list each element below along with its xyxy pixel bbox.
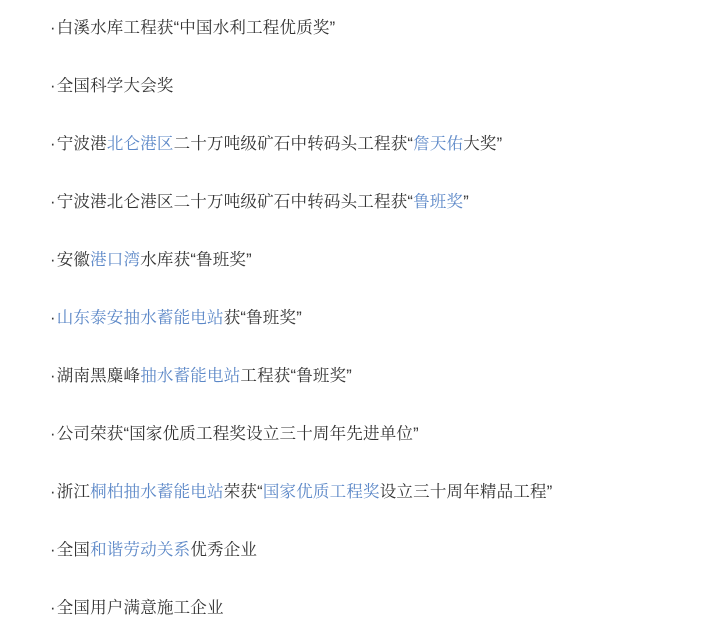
list-item — [0, 174, 705, 232]
inline-link[interactable]: 港口湾 — [90, 251, 141, 270]
bullet-marker: · — [50, 77, 56, 96]
inline-link[interactable]: 和谐劳动关系 — [90, 541, 191, 560]
list-item — [0, 406, 705, 464]
bullet-marker: · — [50, 251, 56, 270]
text-segment: 设立三十周年精品工程” — [379, 483, 553, 502]
bullet-marker: · — [50, 425, 56, 444]
list-item — [0, 58, 705, 116]
inline-link[interactable]: 詹天佑 — [413, 135, 464, 154]
bullet-marker: · — [50, 135, 56, 154]
inline-link[interactable]: 北仑港区 — [106, 135, 174, 154]
list-item — [0, 290, 705, 348]
bullet-marker: · — [50, 309, 56, 328]
bullet-marker: · — [50, 599, 56, 618]
text-segment: 安徽 — [56, 251, 91, 270]
bullet-marker: · — [50, 193, 56, 212]
text-segment: 工程获“鲁班奖” — [240, 367, 352, 386]
text-segment: 二十万吨级矿石中转码头工程获“ — [173, 135, 414, 154]
text-segment: 白溪水库工程获“中国水利工程优质奖” — [56, 19, 336, 38]
inline-link[interactable]: 抽水蓄能电站 — [140, 367, 241, 386]
bullet-marker: · — [50, 541, 56, 560]
text-segment: 优秀企业 — [190, 541, 258, 560]
text-segment: 湖南黑麋峰 — [56, 367, 141, 386]
list-item — [0, 232, 705, 290]
text-segment: 获“鲁班奖” — [223, 309, 302, 328]
bullet-marker: · — [50, 483, 56, 502]
inline-link[interactable]: 山东泰安抽水蓄能电站 — [56, 309, 224, 328]
text-segment: 全国用户满意施工企业 — [56, 599, 224, 618]
bullet-marker: · — [50, 367, 56, 386]
bullet-marker: · — [50, 19, 56, 38]
text-segment: 全国科学大会奖 — [56, 77, 174, 96]
list-item — [0, 0, 705, 58]
text-segment: ” — [463, 193, 469, 212]
text-segment: 全国 — [56, 541, 91, 560]
inline-link[interactable]: 国家优质工程奖 — [262, 483, 380, 502]
text-segment: 水库获“鲁班奖” — [140, 251, 252, 270]
list-item — [0, 580, 705, 638]
list-item — [0, 116, 705, 174]
text-segment: 浙江 — [56, 483, 91, 502]
text-segment: 宁波港北仑港区二十万吨级矿石中转码头工程获“ — [56, 193, 414, 212]
text-segment: 宁波港 — [56, 135, 107, 154]
text-segment: 公司荣获“国家优质工程奖设立三十周年先进单位” — [56, 425, 419, 444]
inline-link[interactable]: 鲁班奖 — [413, 193, 464, 212]
list-item — [0, 464, 705, 522]
list-item — [0, 522, 705, 580]
text-segment: 大奖” — [463, 135, 503, 154]
inline-link[interactable]: 桐柏抽水蓄能电站 — [90, 483, 224, 502]
list-item — [0, 348, 705, 406]
text-segment: 荣获“ — [223, 483, 263, 502]
